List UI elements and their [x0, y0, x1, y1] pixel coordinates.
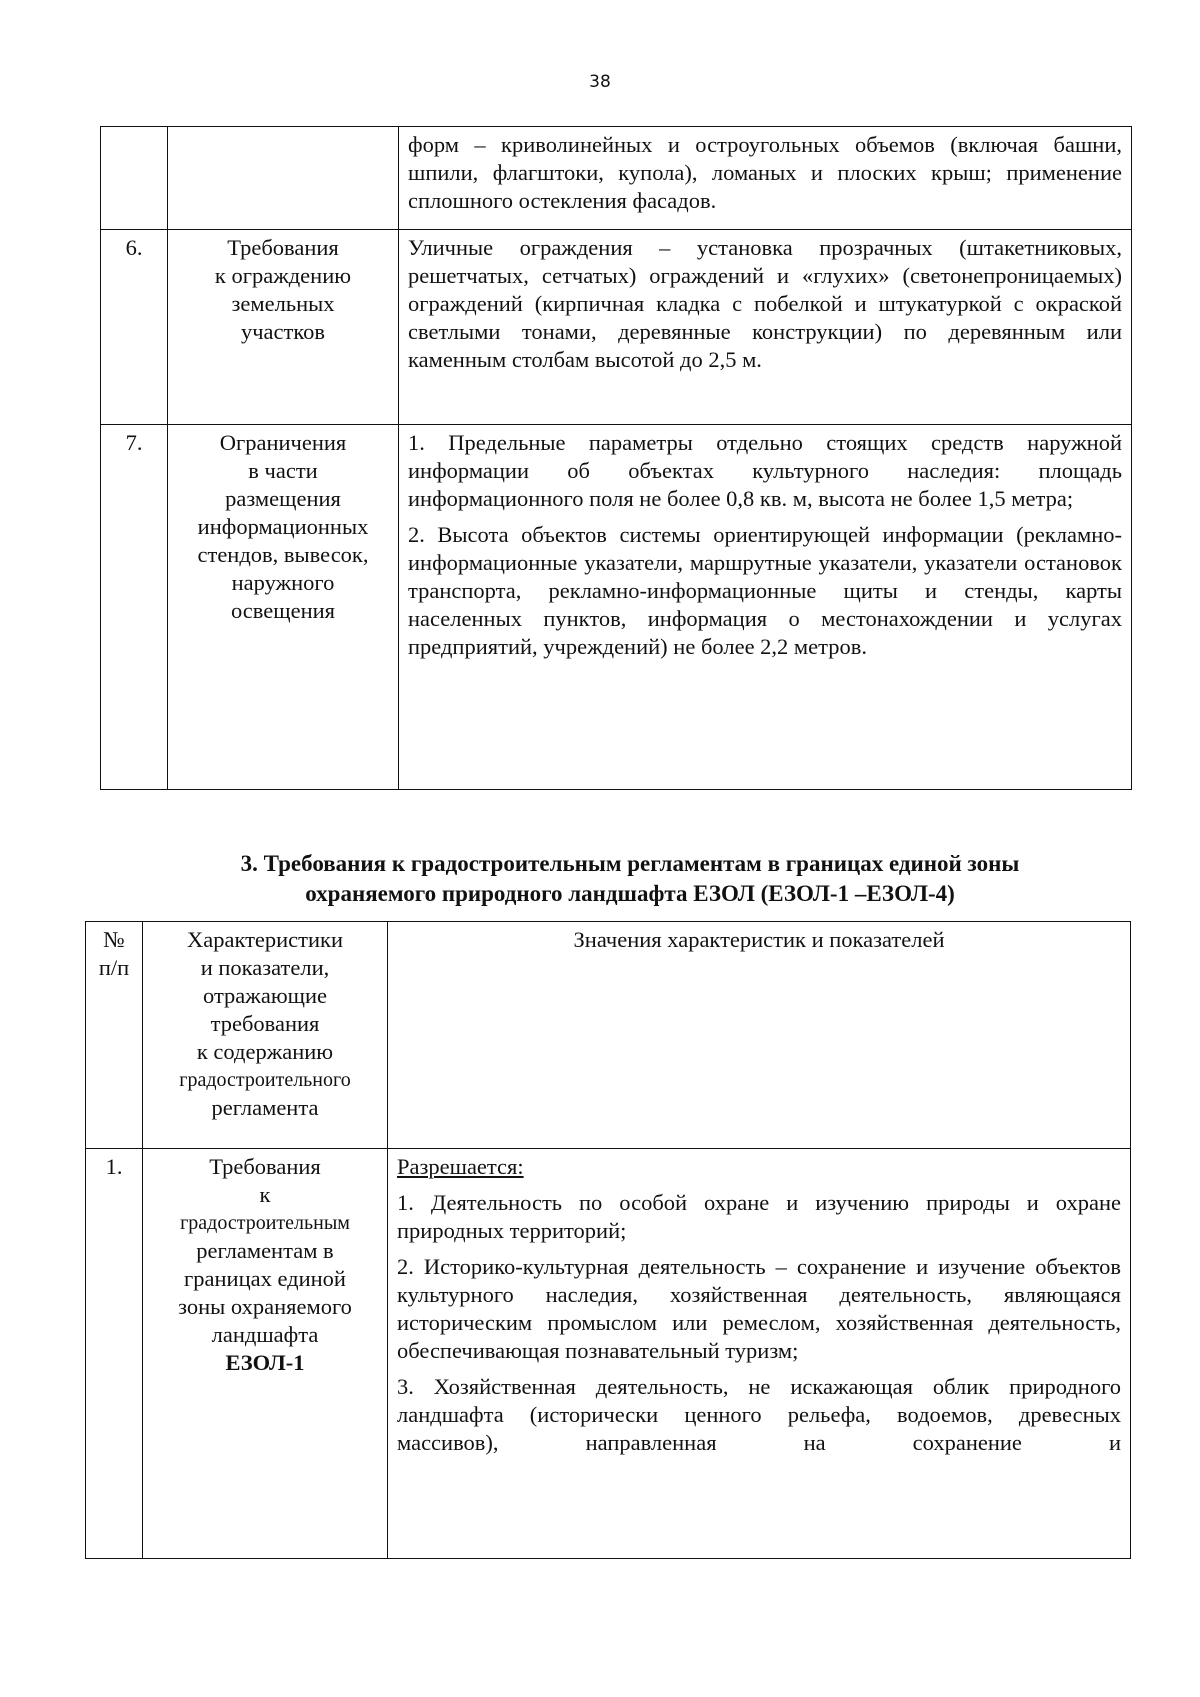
section-title-line: охраняемого природного ландшафта ЕЗОЛ (ЕЗОЛ-1 –ЕЗОЛ-4) [305, 881, 955, 906]
header-characteristics-cell [143, 922, 388, 1149]
header-line: отражающие [203, 983, 327, 1008]
table-row [101, 230, 1132, 425]
header-line: к содержанию [196, 1039, 334, 1064]
characteristic-line: Требования [227, 235, 339, 260]
row-number-cell: 6. [101, 230, 168, 425]
header-line: регламента [211, 1095, 319, 1120]
value-cell [388, 1149, 1131, 1559]
header-number-label: № [103, 927, 125, 952]
row-number-cell: 7. [101, 425, 168, 790]
value-paragraph: 1. Предельные параметры отдельно стоящих средств наружной информации об объектах культурного наследия: площадь информационного поля не более 0,8 кв. м, высота не более 1,5 метра; [408, 430, 1122, 511]
characteristic-line: к [259, 1182, 271, 1207]
characteristic-cell [168, 425, 399, 790]
table-header-row [86, 922, 1131, 1149]
value-paragraph: 1. Деятельность по особой охране и изучению природы и охране природных территорий; [397, 1190, 1121, 1243]
characteristic-line: градостроительным [180, 1212, 350, 1234]
page-number: 38 [589, 72, 611, 92]
characteristic-line: информационных [197, 514, 369, 539]
zone-code-label: ЕЗОЛ-1 [225, 1350, 305, 1375]
characteristic-line: земельных [231, 291, 335, 316]
value-paragraph: Уличные ограждения – установка прозрачных (штакетниковых, решетчатых, сетчатых) ограждений и «глухих» (светонепроницаемых) ограждений (кирпичная кладка с побелкой и штукатуркой с окраской светлыми тонами, деревянные конструкции) по деревянным или каменным столбам высотой до 2,5 м. [408, 235, 1122, 372]
header-number-label: п/п [98, 955, 130, 980]
value-cell [399, 127, 1132, 230]
ezol-requirements-table [85, 921, 1131, 1559]
table-row [86, 1149, 1131, 1559]
value-cell [399, 230, 1132, 425]
row-number-cell [101, 127, 168, 230]
characteristic-line: зоны охраняемого [178, 1294, 352, 1319]
table-row [101, 425, 1132, 790]
value-paragraph: 2. Историко-культурная деятельность – сохранение и изучение объектов культурного наследия, хозяйственная деятельность, являющаяся историческим промыслом или ремеслом, хозяйственная деятельность, обеспечивающая познавательный туризм; [397, 1254, 1121, 1363]
header-line: Характеристики [186, 927, 344, 952]
allowed-label: Разрешается: [397, 1154, 524, 1179]
characteristic-line: Требования [209, 1154, 321, 1179]
header-values-cell: Значения характеристик и показателей [388, 922, 1131, 1149]
header-line: требования [210, 1011, 320, 1036]
characteristic-line: в части [248, 458, 318, 483]
characteristic-line: границах единой [184, 1266, 346, 1291]
characteristic-line: стендов, вывесок, [197, 542, 369, 567]
value-paragraph: 3. Хозяйственная деятельность, не искажающая облик природного ландшафта (исторически ценного рельефа, водоемов, древесных массивов), направленная на сохранение и [397, 1374, 1121, 1455]
characteristic-line: ландшафта [211, 1322, 319, 1347]
characteristic-line: размещения [225, 486, 341, 511]
characteristic-line: освещения [230, 598, 336, 623]
section-title [130, 849, 1130, 909]
header-number-cell [86, 922, 143, 1149]
value-paragraph: форм – криволинейных и остроугольных объемов (включая башни, шпили, флагштоки, купола), ломаных и плоских крыш; применение сплошного остекления фасадов. [408, 132, 1122, 213]
row-number-cell: 1. [86, 1149, 143, 1559]
characteristic-cell [168, 230, 399, 425]
value-cell [399, 425, 1132, 790]
table-row [101, 127, 1132, 230]
section-title-line: 3. Требования к градостроительным регламентам в границах единой зоны [240, 851, 1020, 876]
restrictions-table-continued [100, 126, 1132, 790]
header-line: и показатели, [200, 955, 330, 980]
characteristic-line: регламентам в [196, 1238, 334, 1263]
characteristic-cell [143, 1149, 388, 1559]
characteristic-line: наружного [231, 570, 335, 595]
characteristic-cell [168, 127, 399, 230]
characteristic-line: к ограждению [214, 263, 352, 288]
header-line: градостроительного [179, 1069, 351, 1091]
value-paragraph: 2. Высота объектов системы ориентирующей информации (рекламно-информационные указатели, маршрутные указатели, указатели остановок транспорта, рекламно-информационные щиты и стенды, карты населенных пунктов, информация о местонахождении и услугах предприятий, учреждений) не более 2,2 метров. [408, 522, 1122, 659]
characteristic-line: участков [240, 319, 326, 344]
characteristic-line: Ограничения [219, 430, 347, 455]
